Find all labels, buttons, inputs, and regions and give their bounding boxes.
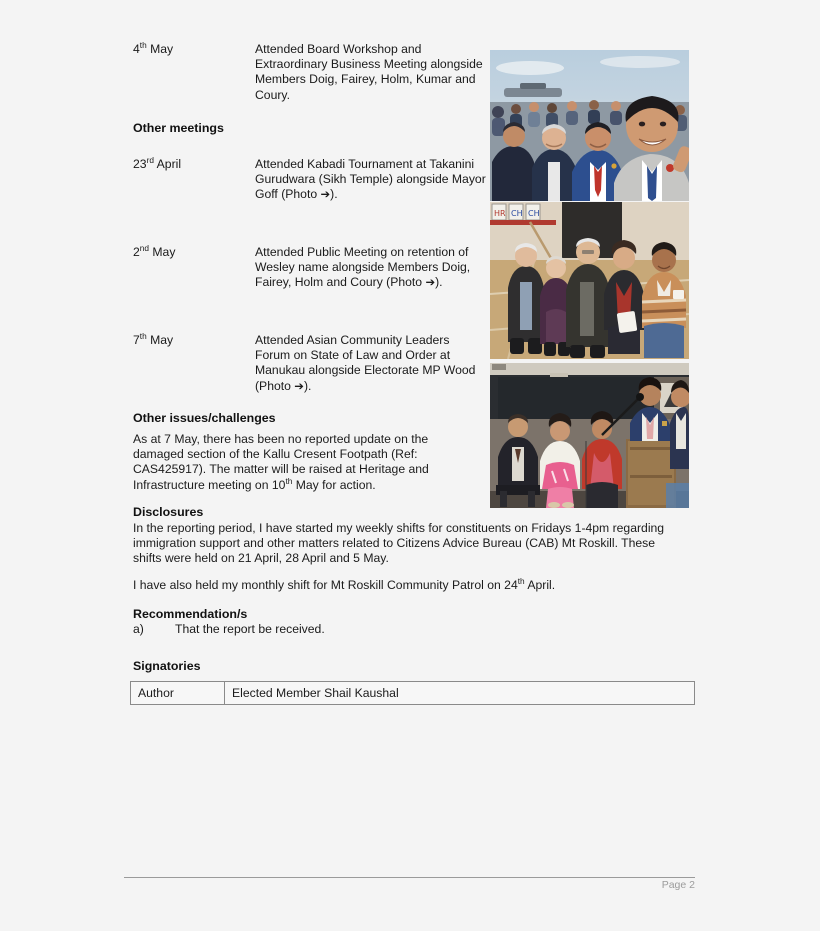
other-issues-paragraph <box>133 432 463 493</box>
meeting-description-tail: ). <box>435 275 443 290</box>
meeting-date-suffix: nd <box>139 242 149 253</box>
meeting-description-text: Attended Kabadi Tournament at Takanini Gurudwara (Sikh Temple) alongside Mayor Goff (Photo <box>255 157 486 202</box>
disclosures-heading: Disclosures <box>133 505 204 519</box>
photo-arrow-icon: ➔ <box>320 187 331 202</box>
meeting-description-tail: ). <box>330 187 338 202</box>
signatory-role-label: Author <box>131 682 225 705</box>
photo-wesley-public-meeting-image <box>490 202 689 359</box>
photo-asian-community-leaders-forum <box>490 363 689 508</box>
meeting-date-number: 23 <box>133 157 147 171</box>
recommendation-item <box>133 622 533 637</box>
disclosures-superscript: th <box>517 575 525 586</box>
svg-text:HR: HR <box>494 209 506 218</box>
meeting-description: Attended Board Workshop and Extraordinary Business Meeting alongside Members Doig, Fairey, Holm, Kumar and Coury. <box>255 42 483 102</box>
meeting-date-month: May <box>152 245 176 259</box>
meeting-description-text: Attended Asian Community Leaders Forum on State of Law and Order at Manukau alongside Electorate MP Wood (Photo <box>255 333 476 393</box>
footer-divider <box>124 877 695 878</box>
meeting-date-suffix: th <box>139 39 147 50</box>
other-meetings-heading: Other meetings <box>133 121 224 135</box>
other-issues-text-2: May for action. <box>292 477 376 492</box>
meeting-description <box>255 157 487 203</box>
photo-arrow-icon: ➔ <box>425 275 436 290</box>
meeting-date-month: May <box>150 333 174 347</box>
disclosures-text-2: April. <box>524 578 556 592</box>
meeting-date-suffix: th <box>139 330 147 341</box>
meeting-description <box>255 333 487 394</box>
other-issues-text-1: As at 7 May, there has been no reported update on the damaged section of the Kallu Cresent Footpath (Ref: CAS425917). The matter will be raised at Heritage and Infrastructure meeting on 10 <box>133 432 429 492</box>
signatories-heading: Signatories <box>133 659 201 673</box>
meeting-date-number: 4 <box>133 42 140 56</box>
meeting-description <box>255 245 487 291</box>
meeting-description-tail: ). <box>303 378 312 393</box>
meeting-date-month: April <box>156 157 182 171</box>
signatory-name-value: Elected Member Shail Kaushal <box>225 682 695 705</box>
photo-wesley-public-meeting <box>490 202 689 359</box>
footer-page-number: Page 2 <box>661 879 695 891</box>
other-issues-superscript: th <box>285 475 293 486</box>
photo-kabadi-tournament <box>490 50 689 201</box>
disclosures-paragraph-1: In the reporting period, I have started my weekly shifts for constituents on Fridays 1-4pm regarding immigration support and other matters related to Citizens Advice Bureau (CAB) Mt Roskill. These shifts were held on 21 April, 28 April and 5 May. <box>133 521 665 566</box>
disclosures-paragraph-2 <box>133 575 670 593</box>
svg-text:CH: CH <box>511 209 523 218</box>
table-row <box>131 682 695 705</box>
meeting-date <box>133 154 248 172</box>
svg-text:CH: CH <box>528 209 540 218</box>
meeting-date <box>133 330 248 348</box>
other-issues-heading: Other issues/challenges <box>133 411 276 425</box>
disclosures-text-1: I have also held my monthly shift for Mt Roskill Community Patrol on 24 <box>133 578 518 592</box>
meeting-date-number: 2 <box>133 245 140 259</box>
meeting-description-text: Attended Public Meeting on retention of Wesley name alongside Members Doig, Fairey, Holm and Coury (Photo <box>255 245 471 290</box>
recommendations-heading: Recommendation/s <box>133 607 248 621</box>
photo-asian-community-leaders-forum-image <box>490 363 689 508</box>
recommendation-line <box>133 622 533 637</box>
meeting-date-number: 7 <box>133 333 140 347</box>
recommendation-marker: a) <box>133 622 144 636</box>
meeting-date <box>133 39 248 57</box>
photo-kabadi-tournament-image <box>490 50 689 201</box>
meeting-date-month: May <box>150 42 174 56</box>
meeting-date <box>133 242 248 260</box>
signatories-table <box>130 681 695 705</box>
meeting-date-suffix: rd <box>146 154 154 165</box>
recommendation-text: That the report be received. <box>175 622 325 636</box>
photo-arrow-icon: ➔ <box>294 378 304 393</box>
